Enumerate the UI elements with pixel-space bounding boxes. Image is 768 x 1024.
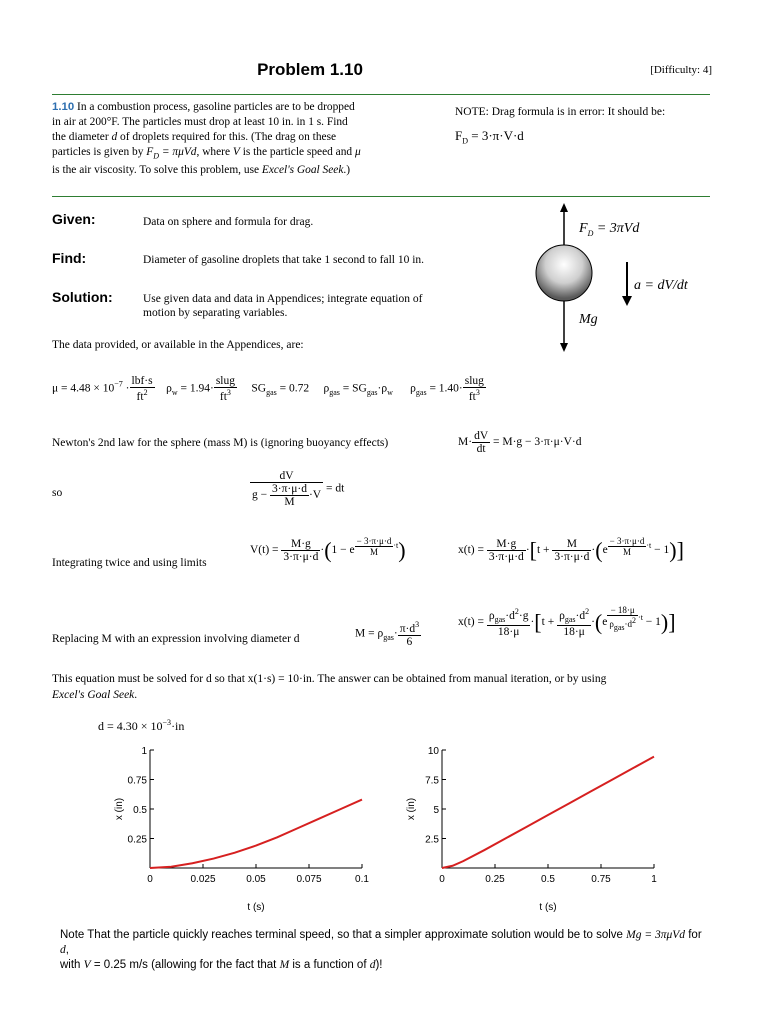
y-tick-label: 2.5 bbox=[425, 834, 439, 846]
corrected-drag-formula: $F_D = 3\cdot\pi\cdot V\cdot d$ bbox=[455, 128, 524, 146]
answer: $d = 4.30 \times 10^{-3}\cdot in$ bbox=[98, 718, 185, 733]
find-text: Diameter of gasoline droplets that take 1 second to fall 10 in. bbox=[143, 254, 425, 266]
sphere bbox=[536, 245, 592, 301]
page-title: Problem 1.10 bbox=[257, 60, 363, 79]
newton-text: Newton's 2nd law for the sphere (mass M) is (ignoring buoyancy effects) bbox=[52, 437, 389, 449]
mass-equation: $M = \rho_{gas}\cdot$ $\frac{\pi\cdot d^3}{6}$ bbox=[355, 620, 420, 648]
x-tick-label: 0 bbox=[147, 874, 153, 885]
y-tick-label: 10 bbox=[427, 746, 439, 757]
data-intro: The data provided, or available in the Appendices, are: bbox=[52, 339, 304, 351]
find-label: Find: bbox=[52, 250, 87, 266]
problem-statement: 1.10 In a combustion process, gasoline particles are to be dropped in air at 200°F. The particles must drop at least 10 in. in 1 s. Find the diameter d of droplets required for this. (The drag on these particles is given by $F_D = \pi\mu Vd$, where V is the particle speed and μ is the air viscosity. To solve this problem, use Excel's Goal Seek.) bbox=[52, 101, 361, 177]
integrate-text: Integrating twice and using limits bbox=[52, 557, 207, 569]
y-tick-label: 1 bbox=[141, 746, 147, 757]
x-axis-label: t (s) bbox=[539, 902, 557, 913]
chart-short-time bbox=[100, 742, 400, 922]
x-tick-label: 0.025 bbox=[190, 874, 216, 885]
y-tick-label: 0.25 bbox=[127, 834, 147, 846]
y-tick-label: 7.5 bbox=[425, 775, 439, 787]
given-label: Given: bbox=[52, 211, 96, 227]
y-tick-label: 0.5 bbox=[133, 805, 147, 816]
solution-label: Solution: bbox=[52, 289, 113, 305]
y-axis-label: x (in) bbox=[114, 797, 125, 821]
velocity-equation: V(t) = $\frac{M\cdot g}{3\cdot\pi\cdot\mu\cdot d}$ ·(1 − e $^{\frac{- 3\cdot\pi\cdot\mu\cdot d}{M} \cdot t}$) bbox=[250, 536, 406, 564]
series-line bbox=[442, 757, 654, 868]
given-text: Data on sphere and formula for drag. bbox=[143, 216, 314, 228]
chart-full-time bbox=[392, 742, 692, 922]
x-tick-label: 0.75 bbox=[591, 874, 611, 885]
y-axis-label: x (in) bbox=[406, 797, 417, 821]
y-tick-label: 5 bbox=[433, 805, 439, 816]
x-tick-label: 0 bbox=[439, 874, 445, 885]
position-d-equation: x(t) = $\frac{\rho_{gas}\cdot d^2\cdot g}{18\cdot\mu}$ ·[t + $\frac{\rho_{gas}\cdot d^2}{18\cdot\mu}$ ·(e $^{\frac{- 18\cdot\mu}{\rho_{gas}\cdot d^2} \cdot t}$ − 1)] bbox=[458, 605, 676, 638]
acceleration-label: a = dV/dt bbox=[634, 278, 688, 293]
weight-label: Mg bbox=[579, 312, 598, 327]
y-tick-label: 0.75 bbox=[127, 775, 147, 787]
x-tick-label: 1 bbox=[651, 874, 657, 885]
x-tick-label: 0.25 bbox=[485, 874, 505, 885]
mid-rule bbox=[52, 196, 710, 197]
x-axis-label: t (s) bbox=[247, 902, 265, 913]
difficulty-badge: [Difficulty: 4] bbox=[650, 64, 712, 76]
series-line bbox=[150, 800, 362, 868]
top-rule bbox=[52, 94, 710, 95]
solution-text: Use given data and data in Appendices; integrate equation of motion by separating variables. bbox=[143, 293, 423, 319]
solve-text: This equation must be solved for d so that x(1·s) = 10·in. The answer can be obtained from manual iteration, or by using Excel's Goal Seek. bbox=[52, 673, 607, 701]
x-tick-label: 0.1 bbox=[355, 874, 369, 885]
drag-force-label: $F_D = 3\pi Vd$ bbox=[579, 221, 640, 238]
x-tick-label: 0.5 bbox=[541, 874, 555, 885]
x-tick-label: 0.075 bbox=[296, 874, 322, 885]
x-tick-label: 0.05 bbox=[246, 874, 266, 885]
position-equation: x(t) = $\frac{M\cdot g}{3\cdot\pi\cdot\mu\cdot d}$ ·[t + $\frac{M}{3\cdot\pi\cdot\mu\cdot d}$ ·(e $^{\frac{- 3\cdot\pi\cdot\mu\cdot d}{M} \cdot t}$ − 1)] bbox=[458, 536, 684, 564]
replace-text: Replacing M with an expression involving diameter d bbox=[52, 633, 300, 645]
so-text: so bbox=[52, 487, 63, 499]
newton-equation: M· $\frac{dV}{dt}$ = M·g − 3·π·μ·V·d bbox=[458, 430, 582, 455]
data-equations: $\mu = 4.48 \times 10^{-7}$ · $\frac{\text{lbf·s}}{ft^2}$ $\rho_w = 1.94\cdot$ $\frac{\text{slug}}{ft^3}$ $SG_{gas} = 0.72$ $\rho_{gas} = SG_{gas}\cdot\rho_w$ $\rho_{gas} = 1.40\cdot$ $\frac{\text{slug}}{ft^3}$ bbox=[52, 375, 484, 403]
drag-note: NOTE: Drag formula is in error: It should be: bbox=[455, 106, 666, 118]
separated-equation: dV g − $\frac{3\cdot\pi\cdot\mu\cdot d}{M}$ ·V = dt bbox=[252, 470, 345, 508]
bottom-note: Note That the particle quickly reaches terminal speed, so that a simpler approximate solution would be to solve Mg = 3πμVd for d, with V = 0.25 m/s (allowing for the fact that M is a function of d)! bbox=[60, 929, 702, 971]
